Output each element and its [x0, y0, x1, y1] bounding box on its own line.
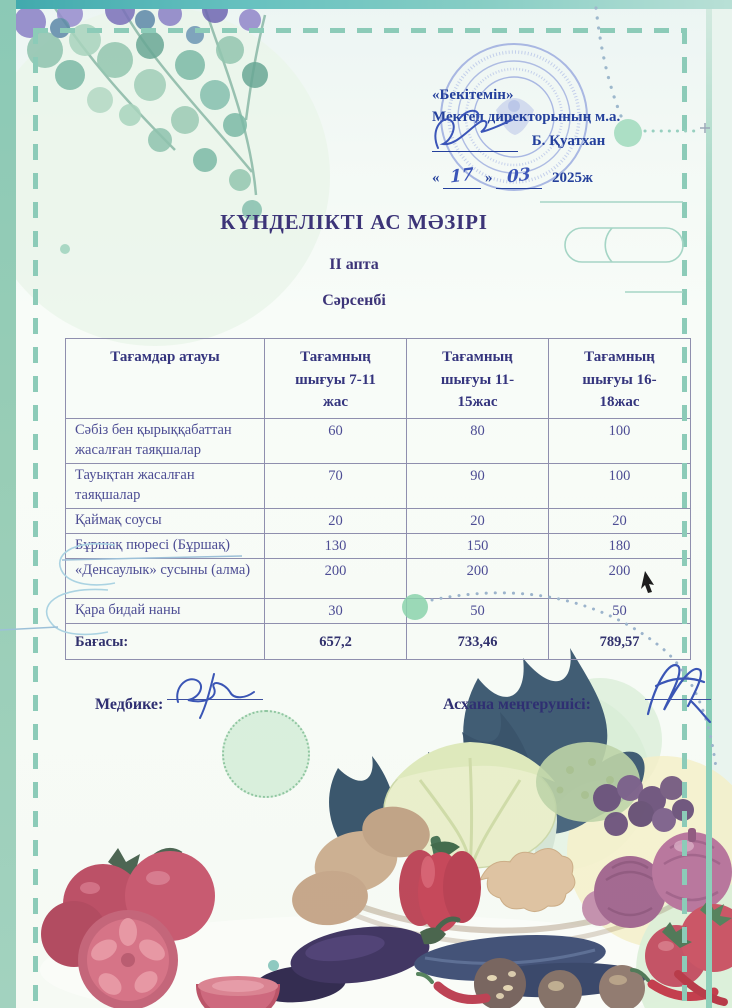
approval-word: «Бекітемін»	[432, 87, 514, 103]
green-dot-over-table	[402, 594, 428, 620]
portion-value-cell: 60	[265, 419, 407, 464]
table-row	[66, 534, 691, 559]
approval-date-row	[432, 166, 692, 189]
canteen-manager-signature	[636, 652, 718, 724]
mint-dot	[60, 244, 70, 254]
table-header-row	[66, 339, 691, 419]
right-edge-strip	[706, 0, 712, 1008]
portion-value-cell: 20	[549, 509, 691, 534]
date-day-line	[443, 166, 481, 189]
date-month-handwritten: 03	[507, 164, 532, 188]
right-dashed-border	[682, 28, 687, 1006]
approval-signature-row	[432, 130, 692, 162]
portion-value-cell: 200	[549, 559, 691, 599]
menu-table	[65, 338, 691, 660]
portion-value-cell: 70	[265, 464, 407, 509]
dish-name-cell: Қаймақ соусы	[66, 509, 265, 534]
portion-value-cell: 90	[407, 464, 549, 509]
left-dashed-border	[33, 28, 38, 1006]
dish-name-cell: Тауықтан жасалған таяқшалар	[66, 464, 265, 509]
header-dish-name: Тағамдар атауы	[66, 339, 265, 419]
date-year: 2025ж	[552, 170, 593, 186]
table-row	[66, 599, 691, 624]
header-age-7-11: Тағамның шығуы 7-11 жас	[265, 339, 407, 419]
page-title: КҮНДЕЛІКТІ АС МӘЗІРІ	[220, 210, 488, 234]
dish-name-cell: Бұршақ пюресі (Бұршақ)	[66, 534, 265, 559]
top-edge-strip	[0, 0, 732, 9]
dish-name-cell: Сәбіз бен қырыққабаттан жасалған таяқшалар	[66, 419, 265, 464]
portion-value-cell: 50	[549, 599, 691, 624]
herb-decoration	[0, 0, 340, 235]
date-day-handwritten: 17	[450, 164, 475, 188]
portion-value-cell: 130	[265, 534, 407, 559]
total-row	[66, 624, 691, 660]
table-row	[66, 559, 691, 599]
dish-name-cell: «Денсаулык» сусыны (алма)	[66, 559, 265, 599]
table-row	[66, 509, 691, 534]
total-value-cell: 789,57	[549, 624, 691, 660]
portion-value-cell: 100	[549, 464, 691, 509]
director-name: Б. Қуатхан	[531, 133, 606, 149]
left-edge-strip	[0, 0, 16, 1008]
portion-value-cell: 180	[549, 534, 691, 559]
date-open-quote: «	[432, 170, 440, 186]
director-signature	[428, 108, 520, 156]
table-row	[66, 464, 691, 509]
canteen-manager-label: Асхана меңгерушісі:	[443, 696, 591, 713]
nurse-label: Медбике:	[95, 696, 164, 713]
weekday-subtitle: Сәрсенбі	[322, 292, 386, 309]
date-close-quote: »	[485, 170, 493, 186]
week-subtitle: II апта	[329, 256, 379, 273]
total-value-cell: 657,2	[265, 624, 407, 660]
total-value-cell: 733,46	[407, 624, 549, 660]
header-age-16-18: Тағамның шығуы 16-18жас	[549, 339, 691, 419]
table-row	[66, 419, 691, 464]
portion-value-cell: 200	[407, 559, 549, 599]
portion-value-cell: 30	[265, 599, 407, 624]
portion-value-cell: 80	[407, 419, 549, 464]
date-month-line	[496, 166, 542, 189]
tomato-half	[198, 976, 278, 1008]
portion-value-cell: 20	[265, 509, 407, 534]
portion-value-cell: 100	[549, 419, 691, 464]
approval-role: Мектеп директорының м.а.	[432, 109, 621, 125]
top-dashed-border	[33, 28, 685, 33]
header-age-11-15: Тағамның шығуы 11-15жас	[407, 339, 549, 419]
portion-value-cell: 150	[407, 534, 549, 559]
dotted-circle-decoration	[222, 710, 310, 798]
nurse-signature	[170, 668, 270, 720]
dish-name-cell: Қара бидай наны	[66, 599, 265, 624]
approval-block	[432, 84, 692, 189]
teal-dot	[268, 960, 279, 971]
portion-value-cell: 200	[265, 559, 407, 599]
portion-value-cell: 50	[407, 599, 549, 624]
total-label-cell: Бағасы:	[66, 624, 265, 660]
portion-value-cell: 20	[407, 509, 549, 534]
